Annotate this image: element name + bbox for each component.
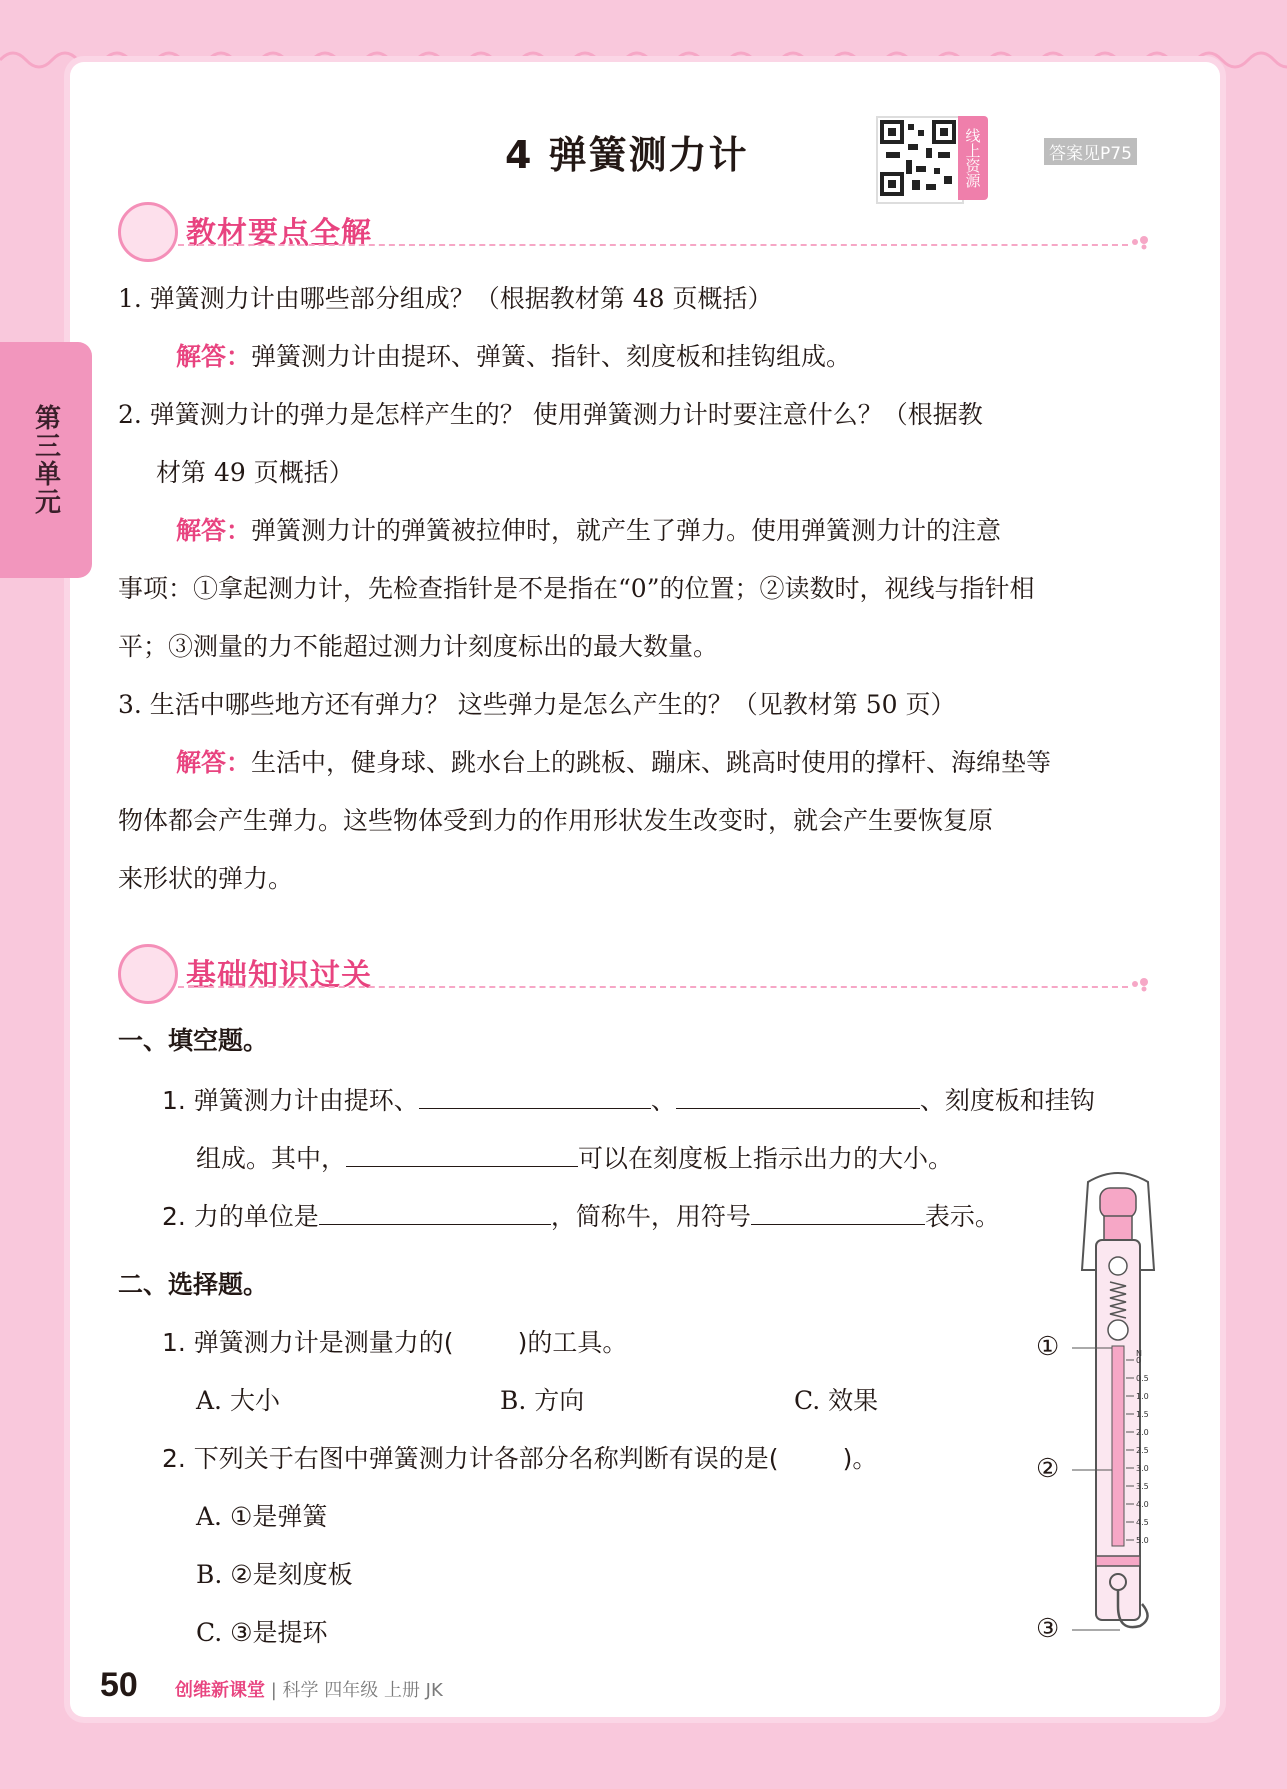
- footer-info: [175, 1676, 443, 1702]
- question-2-line-1: 2. 弹簧测力计的弹力是怎样产生的？ 使用弹簧测力计时要注意什么？（根据教: [118, 400, 983, 429]
- answer-text: 弹簧测力计的弹簧被拉伸时，就产生了弹力。使用弹簧测力计的注意: [251, 516, 1002, 545]
- answer-3-line-1: [176, 750, 1051, 775]
- page-number: 50: [100, 1666, 138, 1704]
- unit-tab-label: 第三单元: [30, 404, 61, 516]
- page-title: 4 弹簧测力计: [505, 133, 749, 177]
- question-1: 1. 弹簧测力计由哪些部分组成？（根据教材第 48 页概括）: [118, 284, 773, 313]
- question-2-line-2: 材第 49 页概括）: [156, 458, 354, 487]
- question-3: 3. 生活中哪些地方还有弹力？ 这些弹力是怎么产生的？（见教材第 50 页）: [118, 690, 956, 719]
- fill-item-1-text-a: 1. 弹簧测力计由提环、: [162, 1086, 419, 1115]
- choice-item-2: [162, 1446, 877, 1471]
- dashed-divider: [178, 244, 1128, 246]
- section-title: 基础知识过关: [186, 958, 372, 993]
- choice-item-2-text: 2. 下列关于右图中弹簧测力计各部分名称判断有误的是(: [162, 1444, 779, 1473]
- fill-item-2: [162, 1202, 1000, 1229]
- choice-2-option-b[interactable]: B. ②是刻度板: [196, 1560, 353, 1589]
- blank-field[interactable]: [419, 1086, 651, 1109]
- tick-label: 3.5: [1136, 1482, 1149, 1491]
- answer-label: 解答：: [176, 342, 252, 371]
- tick-label: 0: [1136, 1356, 1142, 1365]
- choice-1-option-c[interactable]: C. 效果: [794, 1386, 879, 1415]
- online-resource-tag: 线上资源: [958, 116, 988, 200]
- section-header-basic-knowledge: [118, 940, 1158, 1000]
- answer-3-line-3: 来形状的弹力。: [118, 864, 294, 893]
- tick-label: 2.0: [1136, 1428, 1149, 1437]
- figure-label-2: ②: [1036, 1454, 1060, 1484]
- tick-label: 4.5: [1136, 1518, 1149, 1527]
- fill-item-1-line-2: [196, 1144, 953, 1171]
- dots-icon: [1130, 976, 1152, 992]
- fill-item-1-text-b: 、: [650, 1086, 676, 1115]
- answer-2-line-2: 事项：①拿起测力计，先检查指针是不是指在“0”的位置；②读数时，视线与指针相: [118, 574, 1035, 603]
- dots-icon: [1130, 234, 1152, 250]
- section-header-key-points: [118, 198, 1158, 258]
- dashed-divider: [178, 986, 1128, 988]
- choice-1-option-a[interactable]: A. 大小: [196, 1386, 280, 1415]
- tick-label: 3.0: [1136, 1464, 1149, 1473]
- choice-1-option-b[interactable]: B. 方向: [500, 1386, 585, 1415]
- figure-label-1: ①: [1036, 1332, 1060, 1362]
- spring-scale-figure: [1030, 1170, 1170, 1650]
- tick-label: 1.0: [1136, 1392, 1149, 1401]
- answer-3-line-2: 物体都会产生弹力。这些物体受到力的作用形状发生改变时，就会产生要恢复原: [118, 806, 994, 835]
- answer-label: 解答：: [176, 516, 252, 545]
- choice-2-option-a[interactable]: A. ①是弹簧: [196, 1502, 328, 1531]
- fill-item-1-text-e: 可以在刻度板上指示出力的大小。: [578, 1144, 954, 1173]
- section-title: 教材要点全解: [186, 216, 372, 251]
- tick-label: 2.5: [1136, 1446, 1149, 1455]
- brand-name: 创维新课堂: [175, 1680, 265, 1701]
- fill-item-1: [162, 1086, 1095, 1113]
- choice-item-1: [162, 1330, 627, 1355]
- choice-item-2-end: )。: [842, 1444, 878, 1473]
- mascot-icon: [118, 944, 178, 1004]
- tick-label: 0.5: [1136, 1374, 1149, 1383]
- choice-item-1-end: )的工具。: [517, 1328, 628, 1357]
- part-1-heading: 一、填空题。: [118, 1026, 269, 1055]
- tick-label: 5.0: [1136, 1536, 1149, 1545]
- blank-field[interactable]: [676, 1086, 920, 1109]
- answer-2-line-3: 平；③测量的力不能超过测力计刻度标出的最大数量。: [118, 632, 719, 661]
- fill-item-2-text-a: 2. 力的单位是: [162, 1202, 319, 1231]
- answer-1: [176, 344, 851, 369]
- scale-unit: N: [1136, 1349, 1142, 1358]
- tick-label: 1.5: [1136, 1410, 1149, 1419]
- figure-label-3: ③: [1036, 1614, 1060, 1644]
- mascot-icon: [118, 202, 178, 262]
- answer-2-line-1: [176, 518, 1001, 543]
- fill-item-1-text-d: 组成。其中，: [196, 1144, 347, 1173]
- blank-field[interactable]: [751, 1202, 925, 1225]
- answer-reference: 答案见P75: [1044, 138, 1137, 165]
- answer-text: 生活中，健身球、跳水台上的跳板、蹦床、跳高时使用的撑杆、海绵垫等: [251, 748, 1052, 777]
- answer-label: 解答：: [176, 748, 252, 777]
- answer-text: 弹簧测力计由提环、弹簧、指针、刻度板和挂钩组成。: [251, 342, 852, 371]
- blank-field[interactable]: [346, 1144, 578, 1167]
- unit-side-tab: [0, 342, 92, 578]
- tick-label: 4.0: [1136, 1500, 1149, 1509]
- choice-2-option-c[interactable]: C. ③是提环: [196, 1618, 328, 1647]
- book-info: | 科学 四年级 上册 JK: [270, 1680, 443, 1701]
- choice-item-1-text: 1. 弹簧测力计是测量力的(: [162, 1328, 454, 1357]
- blank-field[interactable]: [319, 1202, 551, 1225]
- fill-item-2-text-b: ，简称牛，用符号: [550, 1202, 751, 1231]
- fill-item-2-text-c: 表示。: [924, 1202, 1000, 1231]
- fill-item-1-text-c: 、刻度板和挂钩: [919, 1086, 1095, 1115]
- part-2-heading: 二、选择题。: [118, 1270, 269, 1299]
- qr-code-icon[interactable]: [876, 116, 964, 204]
